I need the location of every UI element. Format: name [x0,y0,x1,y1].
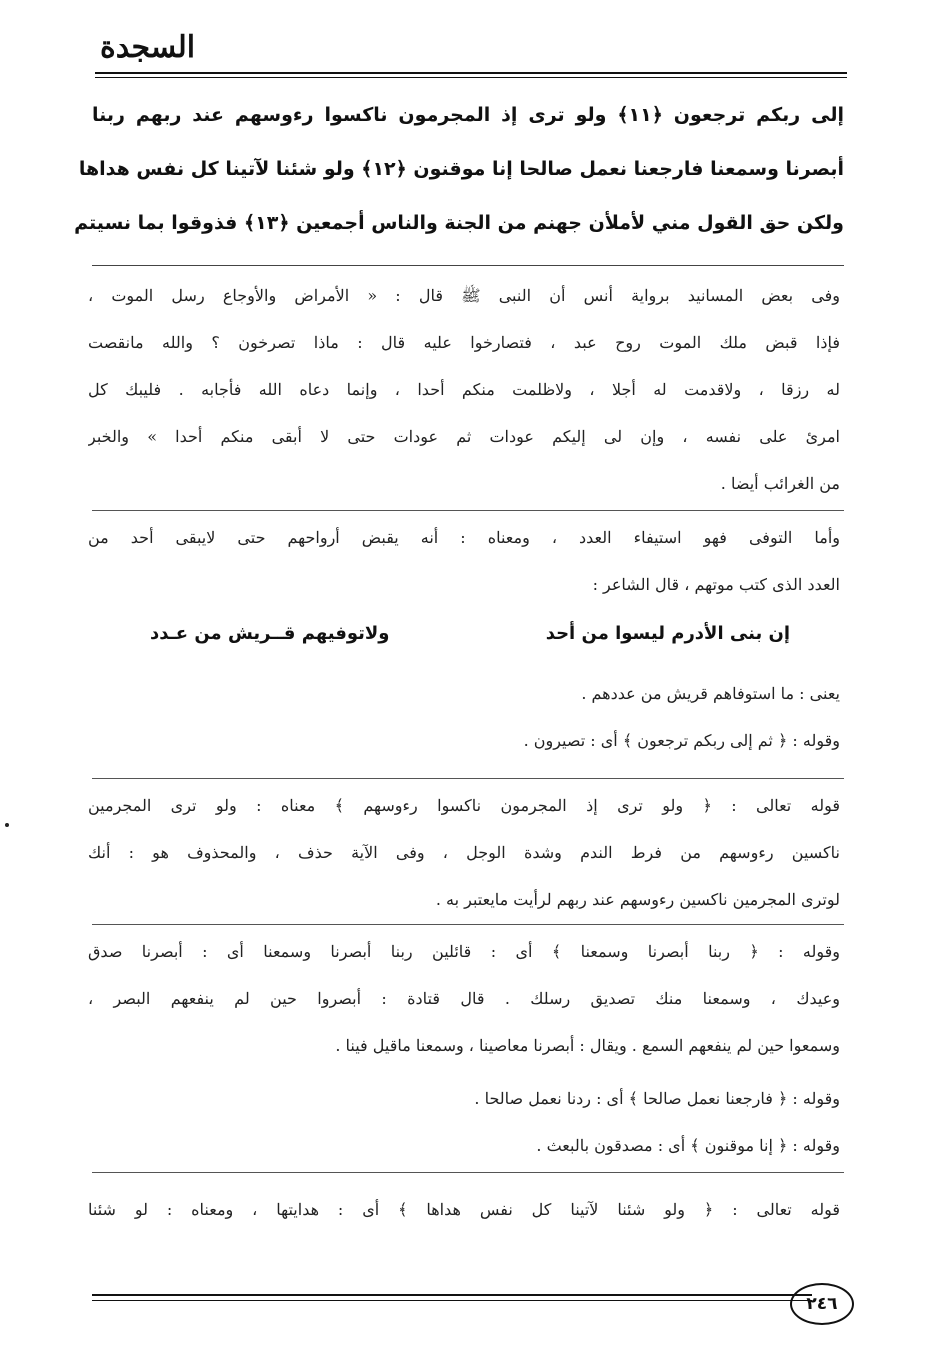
text-line: ناكسين رءوسهم من فرط الندم وشدة الوجل ، وفى الآية حذف ، والمحذوف هو : أنك [88,843,840,862]
text-line: يعنى : ما استوفاهم قريش من عددهم . [581,684,840,703]
footer-rule-thin [92,1300,812,1301]
verse-line: إلى ربكم ترجعون ﴿١١﴾ ولو ترى إذ المجرمون ناكسوا رءوسهم عند ربهم ربنا [92,104,844,126]
footer-rule [92,1294,812,1296]
poem-second-hemistich: ولاتوفيهم قــريش من عـدد [150,623,390,644]
commentary-paragraph-3 [88,670,840,764]
text-line: العدد الذى كتب موتهم ، قال الشاعر : [592,575,840,594]
paragraph-divider [92,778,844,779]
text-line: وسمعوا حين لم ينفعهم السمع . ويقال : أبصرنا معاصينا ، وسمعنا ماقيل فينا . [335,1036,840,1055]
page-number-badge [790,1283,854,1325]
text-line: امرئ على نفسه ، وإن لى إليكم عودات ثم عودات حتى لا أبقى منكم أحدا » والخبر [88,427,840,446]
page-number: ٢٤٦ [806,1294,838,1314]
verse-line: ولكن حق القول مني لأملأن جهنم من الجنة والناس أجمعين ﴿١٣﴾ فذوقوا بما نسيتم [74,212,844,234]
verse-line: أبصرنا وسمعنا فارجعنا نعمل صالحا إنا موقنون ﴿١٢﴾ ولو شئنا لآتينا كل نفس هداها [78,158,844,180]
poem-first-hemistich: إن بنى الأدرم ليسوا من أحد [545,623,790,644]
text-line: وعيدك ، وسمعنا منك تصديق رسلك . قال قتادة : أبصروا حين لم ينفعهم البصر ، [88,989,840,1008]
margin-mark [5,823,9,827]
text-line: فإذا قبض ملك الموت روح عبد ، فتصارخوا عليه قال : ماذا تصرخون ؟ والله مانقصت [88,333,840,352]
commentary-paragraph-4 [88,782,840,923]
commentary-paragraph-7 [88,1186,840,1233]
text-line: وقوله : ﴿ إنا موقنون ﴾ أى : مصدقون بالبعث . [536,1136,840,1155]
text-line: قوله تعالى : ﴿ ولو ترى إذ المجرمون ناكسوا رءوسهم ﴾ معناه : ولو ترى المجرمين [88,796,840,815]
verse-divider [92,265,844,266]
commentary-paragraph-5 [88,928,840,1069]
text-line: لوترى المجرمين ناكسين رءوسهم عند ربهم لرأيت مايعتبر به . [435,890,840,909]
text-line: وقوله : ﴿ ربنا أبصرنا وسمعنا ﴾ أى : قائلين ربنا أبصرنا وسمعنا أى : أبصرنا صدق [88,942,840,961]
poem-verse [150,612,790,656]
verse-block [74,88,844,250]
text-line: من الغرائب أيضا . [720,474,840,493]
text-line: وفى بعض المسانيد برواية أنس أن النبى ﷺ قال : « الأمراض والأوجاع رسل الموت ، [88,286,840,305]
commentary-paragraph-1 [88,272,840,507]
commentary-paragraph-6 [88,1075,840,1169]
text-line: قوله تعالى : ﴿ ولو شئنا لآتينا كل نفس هداها ﴾ أى : هدايتها ، ومعناه : لو شئنا [88,1200,840,1219]
text-line: له رزقا ، ولاقدمت له أجلا ، ولاظلمت منكم أحدا ، وإنما دعاه الله فأجابه . فليبك كل [88,380,840,399]
header-rule-thin [95,77,847,78]
page-header-title: السجدة [100,30,196,65]
commentary-paragraph-2 [88,514,840,608]
text-line: وقوله : ﴿ ثم إلى ربكم ترجعون ﴾ أى : تصيرون . [523,731,840,750]
text-line: وأما التوفى فهو استيفاء العدد ، ومعناه : أنه يقبض أرواحهم حتى لايبقى أحد من [88,528,840,547]
paragraph-divider [92,1172,844,1173]
paragraph-divider [92,510,844,511]
paragraph-divider [92,924,844,925]
header-rule [95,72,847,74]
text-line: وقوله : ﴿ فارجعنا نعمل صالحا ﴾ أى : ردنا نعمل صالحا . [474,1089,840,1108]
